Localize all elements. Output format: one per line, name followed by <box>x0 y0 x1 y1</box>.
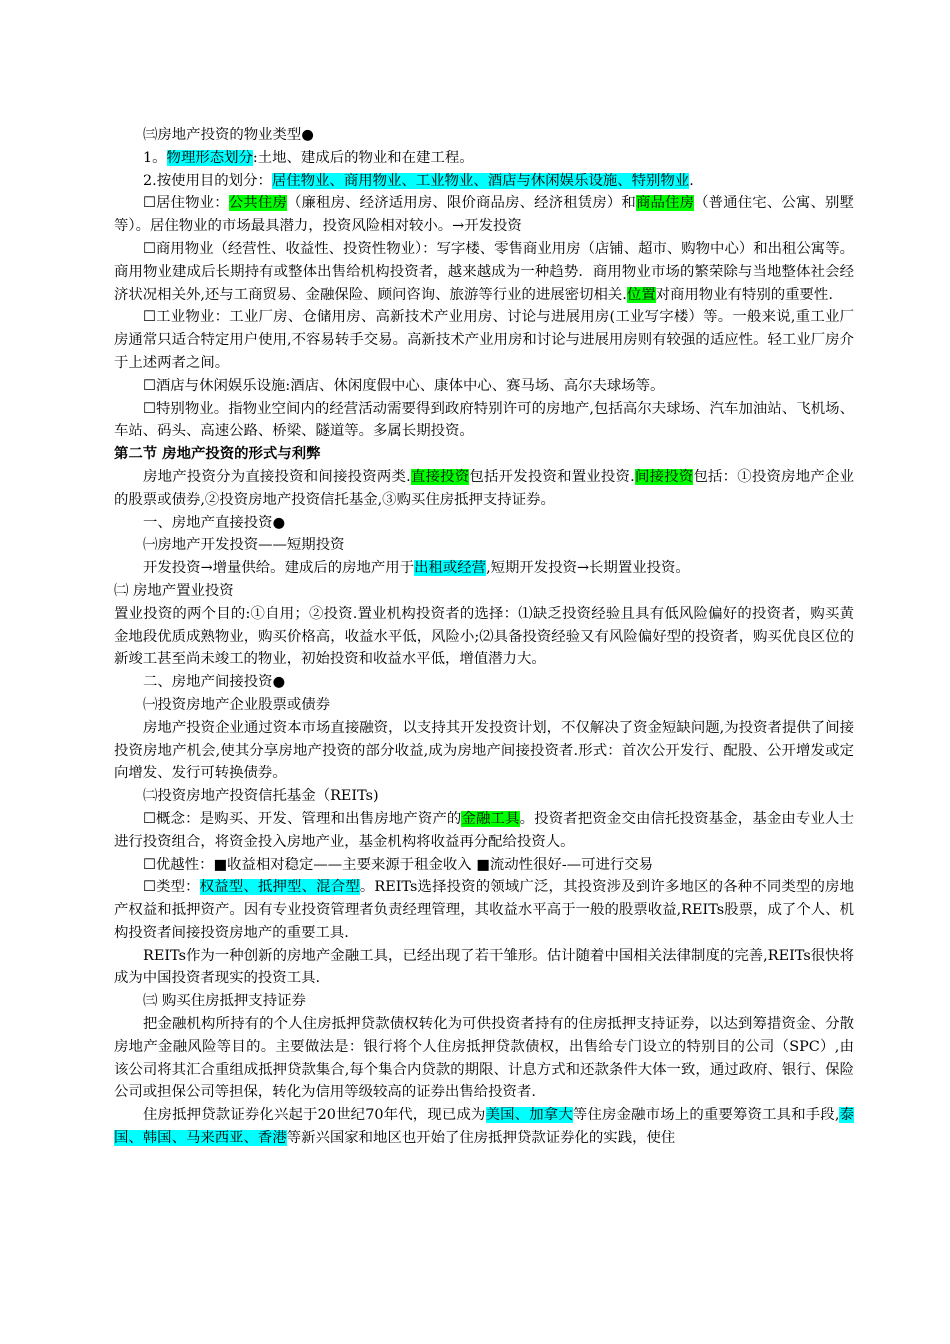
section-title: 第二节 房地产投资的形式与利弊 <box>114 445 321 463</box>
heading-mbs: ㈢ 购买住房抵押支持证券 <box>143 993 306 1010</box>
highlight-green: 公共住房 <box>228 195 287 212</box>
paragraph-reits-outlook: REITs作为一种创新的房地产金融工具，已经出现了若干雏形。估计随着中国相关法律制度的完善,REITs很快将成为中国投资者现实的投资工具. <box>114 947 854 987</box>
paragraph-special-property: ☐特别物业。指物业空间内的经营活动需要得到政府特别许可的房地产,包括高尔夫球场、汽车加油站、飞机场、车站、码头、高速公路、桥梁、隧道等。多属长期投资。 <box>114 400 854 440</box>
paragraph-residential-property: ☐居住物业：公共住房（廉租房、经济适用房、限价商品房、经济租赁房）和商品住房（普通住宅、公寓、别墅等）。居住物业的市场最具潜力，投资风险相对较小。→开发投资 <box>114 195 854 235</box>
highlight-green: 直接投资 <box>410 468 470 485</box>
paragraph-stocks-bonds: 房地产投资企业通过资本市场直接融资，以支持其开发投资计划，不仅解决了资金短缺问题,为投资者提供了间接投资房地产机会,使其分享房地产投资的部分收益,成为房地产间接投资者.形式：首次公开发行、配股、公开增发或定向增发、发行可转换债券。 <box>114 719 854 782</box>
heading-development-investment: ㈠房地产开发投资——短期投资 <box>143 537 345 554</box>
heading-indirect-investment: 二、房地产间接投资● <box>143 674 286 691</box>
heading-stocks-bonds: ㈠投资房地产企业股票或债券 <box>143 696 331 713</box>
paragraph-hotel-leisure: ☐酒店与休闲娱乐设施:酒店、休闲度假中心、康体中心、赛马场、高尔夫球场等。 <box>143 377 665 394</box>
highlight-cyan: 居住物业、商用物业、工业物业、酒店与休闲娱乐设施、特别物业 <box>271 172 690 189</box>
highlight-green: 间接投资 <box>634 468 694 485</box>
heading-reits: ㈡投资房地产投资信托基金（REITs) <box>143 788 379 805</box>
highlight-cyan: 出租或经营 <box>414 560 487 577</box>
paragraph-commercial-property: ☐商用物业（经营性、收益性、投资性物业）：写字楼、零售商业用房（店铺、超市、购物中心）和出租公寓等。商用物业建成后长期持有或整体出售给机构投资者，越来越成为一种趋势．商用物业市场的繁荣除与当地整体社会经济状况相关外,还与工商贸易、金融保险、顾问咨询、旅游等行业的进展密切相关.位置对商用物业有特别的重要性. <box>114 240 854 303</box>
paragraph-holding-investment: 置业投资的两个目的:①自用；②投资.置业机构投资者的选择：⑴缺乏投资经验且具有低风险偏好的投资者，购买黄金地段优质成熟物业，购买价格高，收益水平低，风险小;⑵具备投资经验又有风险偏好型的投资者，购买优良区位的新竣工甚至尚未竣工的物业，初始投资和收益水平低，增值潜力大。 <box>114 605 854 668</box>
paragraph-mbs-history: 住房抵押贷款证券化兴起于20世纪70年代，现已成为美国、加拿大等住房金融市场上的重要筹资工具和手段,泰国、韩国、马来西亚、香港等新兴国家和地区也开始了住房抵押贷款证券化的实践，使住 <box>114 1107 854 1147</box>
highlight-cyan: 权益型、抵押型、混合型 <box>199 879 360 896</box>
paragraph-reits-types: ☐类型：权益型、抵押型、混合型。REITs选择投资的领域广泛，其投资涉及到许多地区的各种不同类型的房地产权益和抵押资产。因有专业投资管理者负责经理管理，其收益水平高于一般的股票收益,REITs股票，成了个人、机构投资者间接投资房地产的重要工具. <box>114 879 854 941</box>
paragraph-reits-advantages: ☐优越性：■收益相对稳定——主要来源于租金收入 ■流动性很好-—可进行交易 <box>143 856 654 873</box>
paragraph-reits-concept: ☐概念：是购买、开发、管理和出售房地产资产的金融工具。投资者把资金交由信托投资基金，基金由专业人士进行投资组合，将资金投入房地产业，基金机构将收益再分配给投资人。 <box>114 810 854 850</box>
highlight-green: 商品住房 <box>635 195 695 212</box>
highlight-cyan: 物理形态划分 <box>166 149 253 166</box>
paragraph-investment-forms: 房地产投资分为直接投资和间接投资两类.直接投资包括开发投资和置业投资.间接投资包括：①投资房地产企业的股票或债券,②投资房地产投资信托基金,③购买住房抵押支持证券。 <box>114 468 854 508</box>
paragraph-mbs-description: 把金融机构所持有的个人住房抵押贷款债权转化为可供投资者持有的住房抵押支持证券，以达到筹措资金、分散房地产金融风险等目的。主要做法是：银行将个人住房抵押贷款债权，出售给专门设立的特别目的公司（SPC）,由该公司将其汇合重组成抵押贷款集合,每个集合内贷款的期限、计息方式和还款条件大体一致，通过政府、银行、保险公司或担保公司等担保，转化为信用等级较高的证券出售给投资者. <box>114 1016 854 1101</box>
heading-property-types: ㈢房地产投资的物业类型● <box>143 127 314 143</box>
paragraph-industrial-property: ☐工业物业：工业厂房、仓储用房、高新技术产业用房、讨论与进展用房(工业写字楼）等。一般来说,重工业厂房通常只适合特定用户使用,不容易转手交易。高新技术产业用房和讨论与进展用房则有较强的适应性。轻工业厂房介于上述两者之间。 <box>114 309 854 371</box>
paragraph-use-purpose: 2.按使用目的划分：居住物业、商用物业、工业物业、酒店与休闲娱乐设施、特别物业. <box>143 172 694 189</box>
paragraph-physical-form: 1。物理形态划分:土地、建成后的物业和在建工程。 <box>143 149 474 166</box>
highlight-cyan: 美国、加拿大 <box>485 1107 573 1124</box>
highlight-cyan: 泰国、韩国、马来西亚、香港 <box>114 1107 854 1147</box>
heading-holding-investment: ㈡ 房地产置业投资 <box>114 582 234 599</box>
paragraph-development-investment: 开发投资→增量供给。建成后的房地产用于出租或经营,短期开发投资→长期置业投资。 <box>143 560 690 577</box>
document-page <box>114 124 854 1150</box>
highlight-green: 金融工具 <box>461 810 520 827</box>
highlight-green: 位置 <box>626 286 656 303</box>
heading-direct-investment: 一、房地产直接投资● <box>143 514 286 531</box>
